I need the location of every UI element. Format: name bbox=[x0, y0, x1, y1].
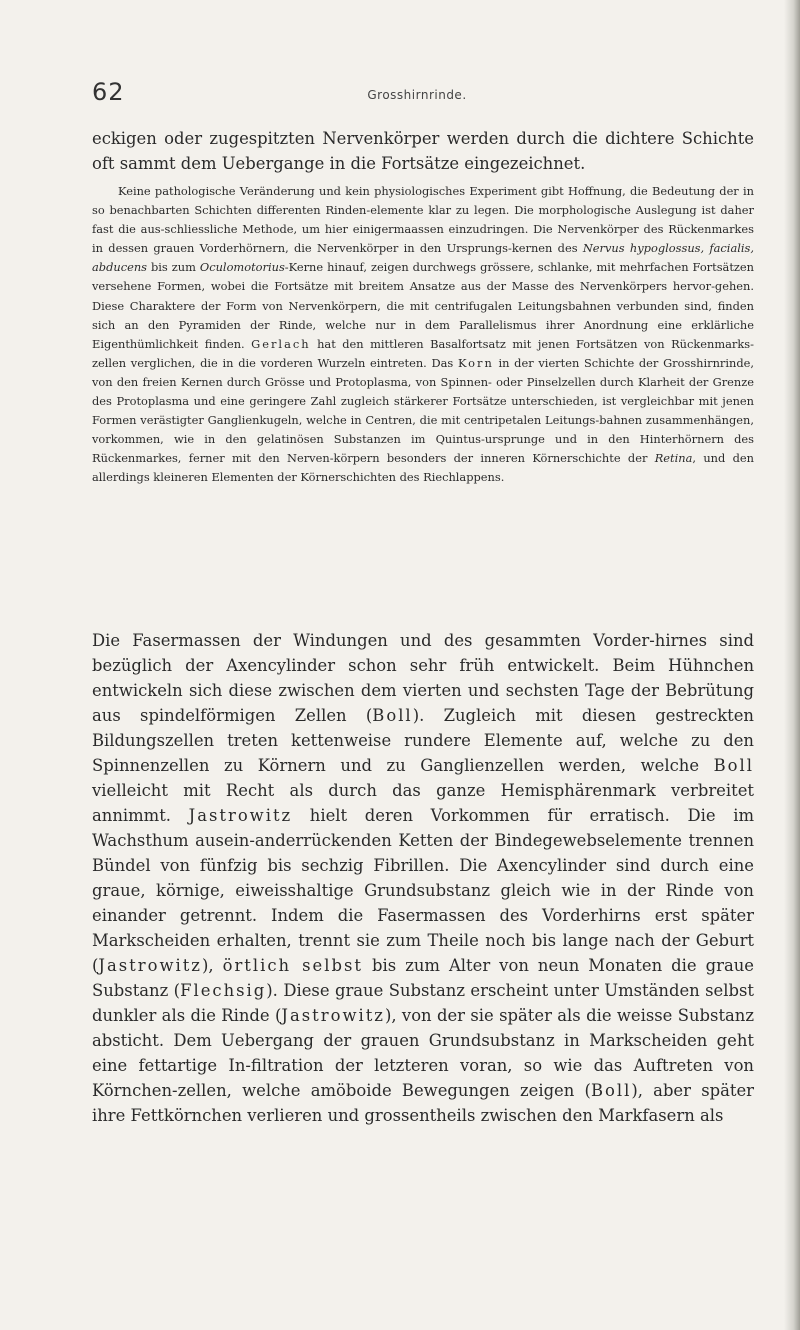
running-head: Grosshirnrinde. bbox=[367, 88, 467, 102]
italic-nerve-names: Nervus hypoglossus, facialis, abducens bbox=[92, 241, 754, 275]
author-name-boll: Boll bbox=[590, 1081, 632, 1100]
author-name-jastrowitz: Jastrowitz bbox=[188, 806, 293, 825]
term-korn: Korn bbox=[457, 355, 494, 370]
body-text-c: vielleicht mit Recht als durch das ganze Hemisphärenmark verbreitet annimmt. bbox=[92, 781, 754, 825]
body-text-b: ). Zugleich mit diesen gestreckten Bildungszellen treten kettenweise rundere Elemente auf, welche zu den Spinnenzellen zu Körnern und zu Ganglienzellen werden, welche bbox=[92, 706, 754, 775]
body-text-h: ), von der sie später als die weisse Substanz absticht. Dem Uebergang der grauen Grundsubstanz in Markscheiden geht eine fettartige In-filtration der letzteren voran, so wie das Auftreten von Körnchen-zellen, welche amöboide Bewegungen zeigen ( bbox=[92, 1006, 754, 1100]
body-text-f: bis zum Alter von neun Monaten die graue Substanz ( bbox=[92, 956, 754, 1000]
paragraph-intro bbox=[92, 126, 754, 176]
small-text-3: -Kerne hinauf, zeigen durchwegs grössere, schlanke, mit mehrfachen Fortsätzen versehene Formen, wobei die Fortsätze mit breitem Ansatze aus der Masse des Nervenkörpers hervor-gehen. Diese Charaktere der Form von Nervenkörpern, die mit centrifugalen Leitungsbahnen verbunden sind, finden sich an den Pyramiden der Rinde, welche nur in dem Parallelismus ihrer Anordnung eine erklärliche Eigenthümlichkeit finden. bbox=[92, 260, 754, 351]
small-text-2: bis zum bbox=[147, 260, 200, 275]
author-name-flechsig: Flechsig bbox=[180, 981, 267, 1000]
italic-retina: Retina bbox=[654, 451, 693, 466]
small-text-6: , und den allerdings kleineren Elementen der Körnerschichten des Riechlappens. bbox=[92, 451, 754, 485]
author-name-jastrowitz: Jastrowitz bbox=[281, 1006, 385, 1025]
spaced-emphasis: örtlich selbst bbox=[222, 956, 363, 975]
body-text-g: ). Diese graue Substanz erscheint unter Umständen selbst dunkler als die Rinde ( bbox=[92, 981, 754, 1025]
author-name-boll: Boll bbox=[372, 706, 413, 725]
small-text-5: in der vierten Schichte der Grosshirnrinde, von den freien Kernen durch Grösse und Protoplasma, von Spinnen- oder Pinselzellen durch Klarheit der Grenze des Protoplasma und eine geringere Zahl zugleich stärkerer Fortsätze unterschieden, ist vergleichbar mit jenen Formen verästigter Ganglienkugeln, welche in Centren, die mit centripetalen Leitungs-bahnen zusammenhängen, vorkommen, wie in den gelatinösen Substanzen im Quintus-ursprunge und in den Hinterhörnern des Rückenmarkes, ferner mit den Nerven-körpern besonders der inneren Körnerschichte der bbox=[92, 355, 754, 466]
author-name-gerlach: Gerlach bbox=[251, 336, 311, 351]
author-name-boll: Boll bbox=[713, 756, 754, 775]
page-edge-shadow bbox=[784, 0, 800, 1330]
page-number: 62 bbox=[92, 78, 125, 106]
author-name-jastrowitz: Jastrowitz bbox=[98, 956, 202, 975]
paragraph-intro-text: eckigen oder zugespitzten Nervenkörper werden durch die dichtere Schichte oft sammt dem Uebergange in die Fortsätze eingezeichnet. bbox=[92, 129, 754, 173]
body-text-e: ), bbox=[201, 956, 223, 975]
page-header bbox=[92, 78, 742, 108]
small-text-1: Keine pathologische Veränderung und kein physiologisches Experiment gibt Hoffnung, die Bedeutung der in so benachbarten Schichten differenten Rinden-elemente klar zu legen. Die morphologische Auslegung ist daher fast die aus-schliessliche Methode, um hier einigermaassen einzudringen. Die Nervenkörper des Rückenmarkes in dessen grauen Vorderhörnern, die Nervenkörper in den Ursprungs-kernen des bbox=[92, 184, 754, 256]
body-text-a: Die Fasermassen der Windungen und des gesammten Vorder-hirnes sind bezüglich der Axencylinder schon sehr früh entwickelt. Beim Hühnchen entwickeln sich diese zwischen dem vierten und sechsten Tage der Bebrütung aus spindelförmigen Zellen ( bbox=[92, 631, 754, 725]
body-text-i: ), aber später ihre Fettkörnchen verlieren und grossentheils zwischen den Markfasern als bbox=[92, 1081, 754, 1125]
italic-oculomotorius: Oculomotorius bbox=[199, 260, 285, 275]
small-text-4: hat den mittleren Basalfortsatz mit jenen Fortsätzen von Rückenmarks-zellen verglichen, die in die vorderen Wurzeln eintreten. Das bbox=[92, 336, 754, 370]
body-text-d: hielt deren Vorkommen für erratisch. Die im Wachsthum ausein-anderrückenden Ketten der Bindegewebselemente trennen Bündel von fünfzig bis sechzig Fibrillen. Die Axencylinder sind durch eine graue, körnige, eiweisshaltige Grundsubstanz gleich wie in der Rinde von einander getrennt. Indem die Fasermassen des Vorderhirns erst später Markscheiden erhalten, trennt sie zum Theile noch bis lange nach der Geburt ( bbox=[92, 806, 754, 975]
paragraph-fasermassen bbox=[92, 628, 754, 1128]
small-print-paragraph bbox=[92, 182, 754, 488]
